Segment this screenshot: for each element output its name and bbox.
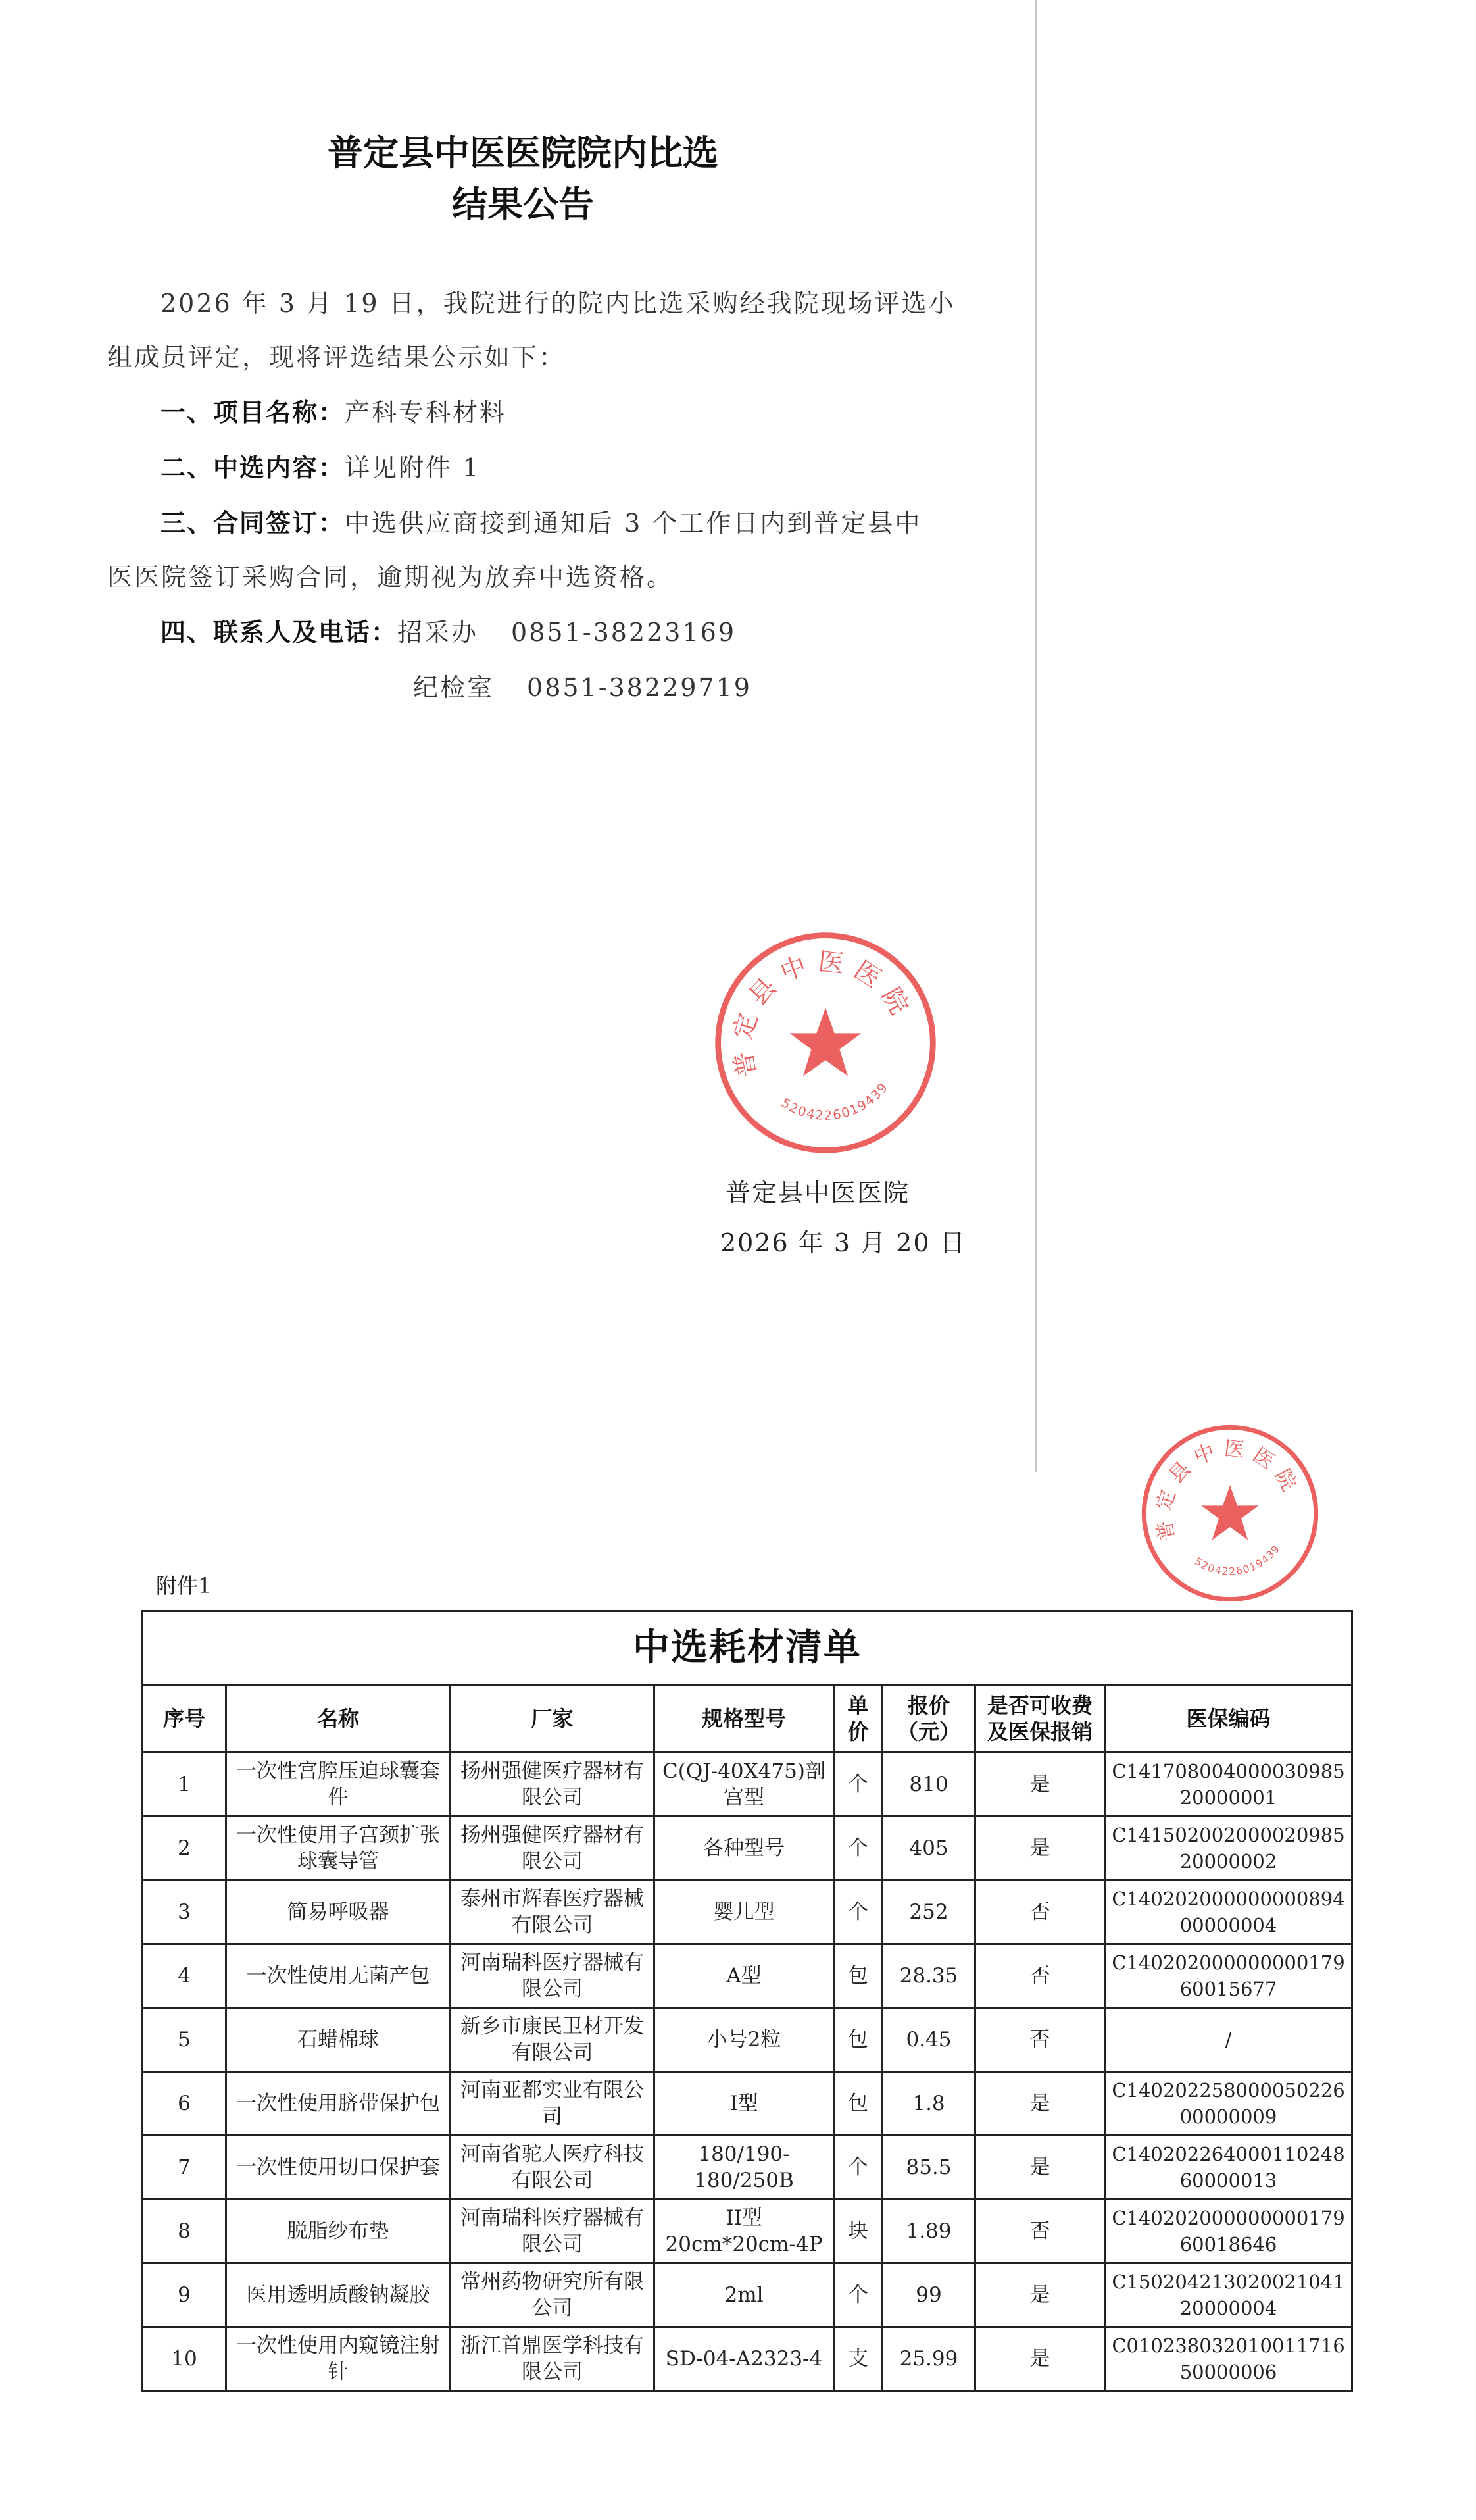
- header-col-manufacturer: 厂家: [451, 1685, 654, 1753]
- cell-col-name: 石蜡棉球: [226, 2008, 451, 2072]
- cell-col-unit: 包: [834, 2072, 883, 2136]
- selection-content-row: [160, 447, 480, 484]
- cell-col-index: 3: [143, 1880, 226, 1944]
- seal-star-icon: [790, 1008, 862, 1076]
- project-name-value: 产科专科材料: [345, 398, 507, 427]
- cell-col-price: 1.8: [883, 2072, 975, 2136]
- cell-col-price: 99: [883, 2263, 975, 2327]
- table-row: [143, 2072, 1352, 2136]
- cell-col-reimbursable: 是: [975, 2327, 1105, 2391]
- contract-value-line1: 中选供应商接到通知后 3 个工作日内到普定县中: [345, 509, 922, 538]
- table-row: [143, 1817, 1352, 1880]
- table-row: [143, 1880, 1352, 1944]
- cell-col-manufacturer: 浙江首鼎医学科技有限公司: [451, 2327, 654, 2391]
- contact-row-2: [413, 667, 752, 703]
- cell-col-index: 10: [143, 2327, 226, 2391]
- sign-date: 2026 年 3 月 20 日: [720, 1228, 966, 1257]
- cell-col-spec: SD-04-A2323-4: [654, 2327, 834, 2391]
- table-row: [143, 2200, 1352, 2263]
- notice-title: 普定县中医医院院内比选: [328, 132, 718, 174]
- cell-col-price: 85.5: [883, 2136, 975, 2200]
- cell-col-manufacturer: 河南亚都实业有限公司: [451, 2072, 654, 2136]
- table-row: [143, 2136, 1352, 2200]
- cell-col-reimbursable: 是: [975, 2136, 1105, 2200]
- cell-col-name: 一次性使用脐带保护包: [226, 2072, 451, 2136]
- cell-col-name: 一次性使用子宫颈扩张球囊导管: [226, 1817, 451, 1880]
- header-col-name: 名称: [226, 1685, 451, 1753]
- table-header-row: [143, 1685, 1352, 1753]
- selection-content-value: 详见附件 1: [345, 453, 481, 482]
- cell-col-name: 一次性使用切口保护套: [226, 2136, 451, 2200]
- table-row: [143, 2008, 1352, 2072]
- cell-col-unit: 个: [834, 2136, 883, 2200]
- contract-value-line2: 医医院签订采购合同，逾期视为放弃中选资格。: [107, 563, 674, 592]
- cell-col-price: 810: [883, 1753, 975, 1817]
- cell-col-insurance-code: C14020225800005022600000009: [1105, 2072, 1352, 2136]
- table-row: [143, 2263, 1352, 2327]
- cell-col-reimbursable: 否: [975, 2200, 1105, 2263]
- contact-label: 四、联系人及电话：: [160, 618, 398, 647]
- contract-row: [160, 503, 922, 539]
- cell-col-index: 2: [143, 1817, 226, 1880]
- cell-col-index: 8: [143, 2200, 226, 2263]
- svg-text:5204226019439: [779, 1079, 892, 1123]
- intro-text-line2: 组成员评定，现将评选结果公示如下：: [107, 343, 566, 372]
- cell-col-manufacturer: 泰州市辉春医疗器械有限公司: [451, 1880, 654, 1944]
- cell-col-insurance-code: C15020421302002104120000004: [1105, 2263, 1352, 2327]
- table-title: 中选耗材清单: [143, 1611, 1352, 1685]
- cell-col-unit: 个: [834, 1817, 883, 1880]
- table-body: [143, 1753, 1352, 2391]
- header-col-reimbursable: 是否可收费及医保报销: [975, 1685, 1105, 1753]
- project-name-row: [160, 392, 506, 428]
- cell-col-insurance-code: /: [1105, 2008, 1352, 2072]
- cell-col-price: 0.45: [883, 2008, 975, 2072]
- header-col-price: 报价（元）: [883, 1685, 975, 1753]
- cell-col-insurance-code: C01023803201001171650000006: [1105, 2327, 1352, 2391]
- cell-col-manufacturer: 新乡市康民卫材开发有限公司: [451, 2008, 654, 2072]
- cell-col-reimbursable: 否: [975, 1944, 1105, 2008]
- header-col-insurance-code: 医保编码: [1105, 1685, 1352, 1753]
- cell-col-manufacturer: 河南省驼人医疗科技有限公司: [451, 2136, 654, 2200]
- svg-text:5204226019439: [1193, 1543, 1283, 1578]
- cell-col-insurance-code: C14150200200002098520000002: [1105, 1817, 1352, 1880]
- attachment-label: 附件1: [156, 1573, 212, 1598]
- cell-col-reimbursable: 是: [975, 1753, 1105, 1817]
- cell-col-insurance-code: C14020200000000017960018646: [1105, 2200, 1352, 2263]
- cell-col-spec: 各种型号: [654, 1817, 834, 1880]
- seal-text: 普定县中医医院: [1151, 1436, 1304, 1543]
- cell-col-reimbursable: 是: [975, 1817, 1105, 1880]
- header-col-index: 序号: [143, 1685, 226, 1753]
- cell-col-unit: 支: [834, 2327, 883, 2391]
- cell-col-spec: II型 20cm*20cm-4P: [654, 2200, 834, 2263]
- cell-col-manufacturer: 扬州强健医疗器材有限公司: [451, 1753, 654, 1817]
- contract-label: 三、合同签订：: [160, 509, 345, 538]
- notice-subtitle: 结果公告: [452, 184, 594, 225]
- cell-col-price: 28.35: [883, 1944, 975, 2008]
- cell-col-spec: I型: [654, 2072, 834, 2136]
- table-row: [143, 2327, 1352, 2391]
- signer-name: 普定县中医医院: [726, 1178, 910, 1207]
- cell-col-unit: 个: [834, 2263, 883, 2327]
- cell-col-unit: 包: [834, 1944, 883, 2008]
- cell-col-index: 4: [143, 1944, 226, 2008]
- cell-col-spec: 婴儿型: [654, 1880, 834, 1944]
- cell-col-unit: 个: [834, 1753, 883, 1817]
- cell-col-manufacturer: 河南瑞科医疗器械有限公司: [451, 2200, 654, 2263]
- cell-col-spec: 2ml: [654, 2263, 834, 2327]
- cell-col-spec: C(QJ-40X475)剖宫型: [654, 1753, 834, 1817]
- contact1-dept: 招采办: [397, 618, 479, 647]
- official-seal-1: [710, 928, 941, 1158]
- cell-col-reimbursable: 是: [975, 2072, 1105, 2136]
- cell-col-manufacturer: 常州药物研究所有限公司: [451, 2263, 654, 2327]
- contact-row-1: [160, 612, 736, 648]
- cell-col-name: 一次性使用内窥镜注射针: [226, 2327, 451, 2391]
- contact2-dept: 纪检室: [413, 673, 495, 702]
- cell-col-index: 7: [143, 2136, 226, 2200]
- cell-col-name: 一次性宫腔压迫球囊套件: [226, 1753, 451, 1817]
- seal-number: 5204226019439: [1192, 1542, 1283, 1578]
- contact1-phone: 0851-38223169: [511, 618, 736, 647]
- selection-content-label: 二、中选内容：: [160, 453, 345, 482]
- cell-col-unit: 个: [834, 1880, 883, 1944]
- cell-col-insurance-code: C14020200000000017960015677: [1105, 1944, 1352, 2008]
- cell-col-insurance-code: C14020200000000089400000004: [1105, 1880, 1352, 1944]
- cell-col-manufacturer: 扬州强健医疗器材有限公司: [451, 1817, 654, 1880]
- cell-col-price: 25.99: [883, 2327, 975, 2391]
- cell-col-reimbursable: 是: [975, 2263, 1105, 2327]
- cell-col-price: 252: [883, 1880, 975, 1944]
- selected-materials-table: [141, 1610, 1353, 2392]
- table-row: [143, 1753, 1352, 1817]
- official-seal-2: [1138, 1421, 1322, 1605]
- cell-col-index: 5: [143, 2008, 226, 2072]
- contact2-phone: 0851-38229719: [527, 673, 752, 702]
- header-col-spec: 规格型号: [654, 1685, 834, 1753]
- cell-col-name: 医用透明质酸钠凝胶: [226, 2263, 451, 2327]
- project-name-label: 一、项目名称：: [160, 398, 345, 427]
- cell-col-unit: 包: [834, 2008, 883, 2072]
- cell-col-reimbursable: 否: [975, 2008, 1105, 2072]
- cell-col-insurance-code: C14170800400003098520000001: [1105, 1753, 1352, 1817]
- cell-col-index: 1: [143, 1753, 226, 1817]
- cell-col-index: 9: [143, 2263, 226, 2327]
- cell-col-price: 1.89: [883, 2200, 975, 2263]
- intro-text-line1: 2026 年 3 月 19 日，我院进行的院内比选采购经我院现场评选小: [160, 289, 956, 318]
- cell-col-name: 一次性使用无菌产包: [226, 1944, 451, 2008]
- cell-col-insurance-code: C14020226400011024860000013: [1105, 2136, 1352, 2200]
- cell-col-reimbursable: 否: [975, 1880, 1105, 1944]
- cell-col-spec: 180/190-180/250B: [654, 2136, 834, 2200]
- cell-col-spec: 小号2粒: [654, 2008, 834, 2072]
- cell-col-name: 脱脂纱布垫: [226, 2200, 451, 2263]
- table-row: [143, 1944, 1352, 2008]
- cell-col-unit: 块: [834, 2200, 883, 2263]
- cell-col-name: 简易呼吸器: [226, 1880, 451, 1944]
- cell-col-index: 6: [143, 2072, 226, 2136]
- cell-col-spec: A型: [654, 1944, 834, 2008]
- seal-star-icon: [1201, 1485, 1258, 1540]
- seal-number: 5204226019439: [778, 1079, 892, 1123]
- cell-col-price: 405: [883, 1817, 975, 1880]
- seal-text: 普定县中医医院: [727, 947, 919, 1080]
- header-col-unit: 单价: [834, 1685, 883, 1753]
- cell-col-manufacturer: 河南瑞科医疗器械有限公司: [451, 1944, 654, 2008]
